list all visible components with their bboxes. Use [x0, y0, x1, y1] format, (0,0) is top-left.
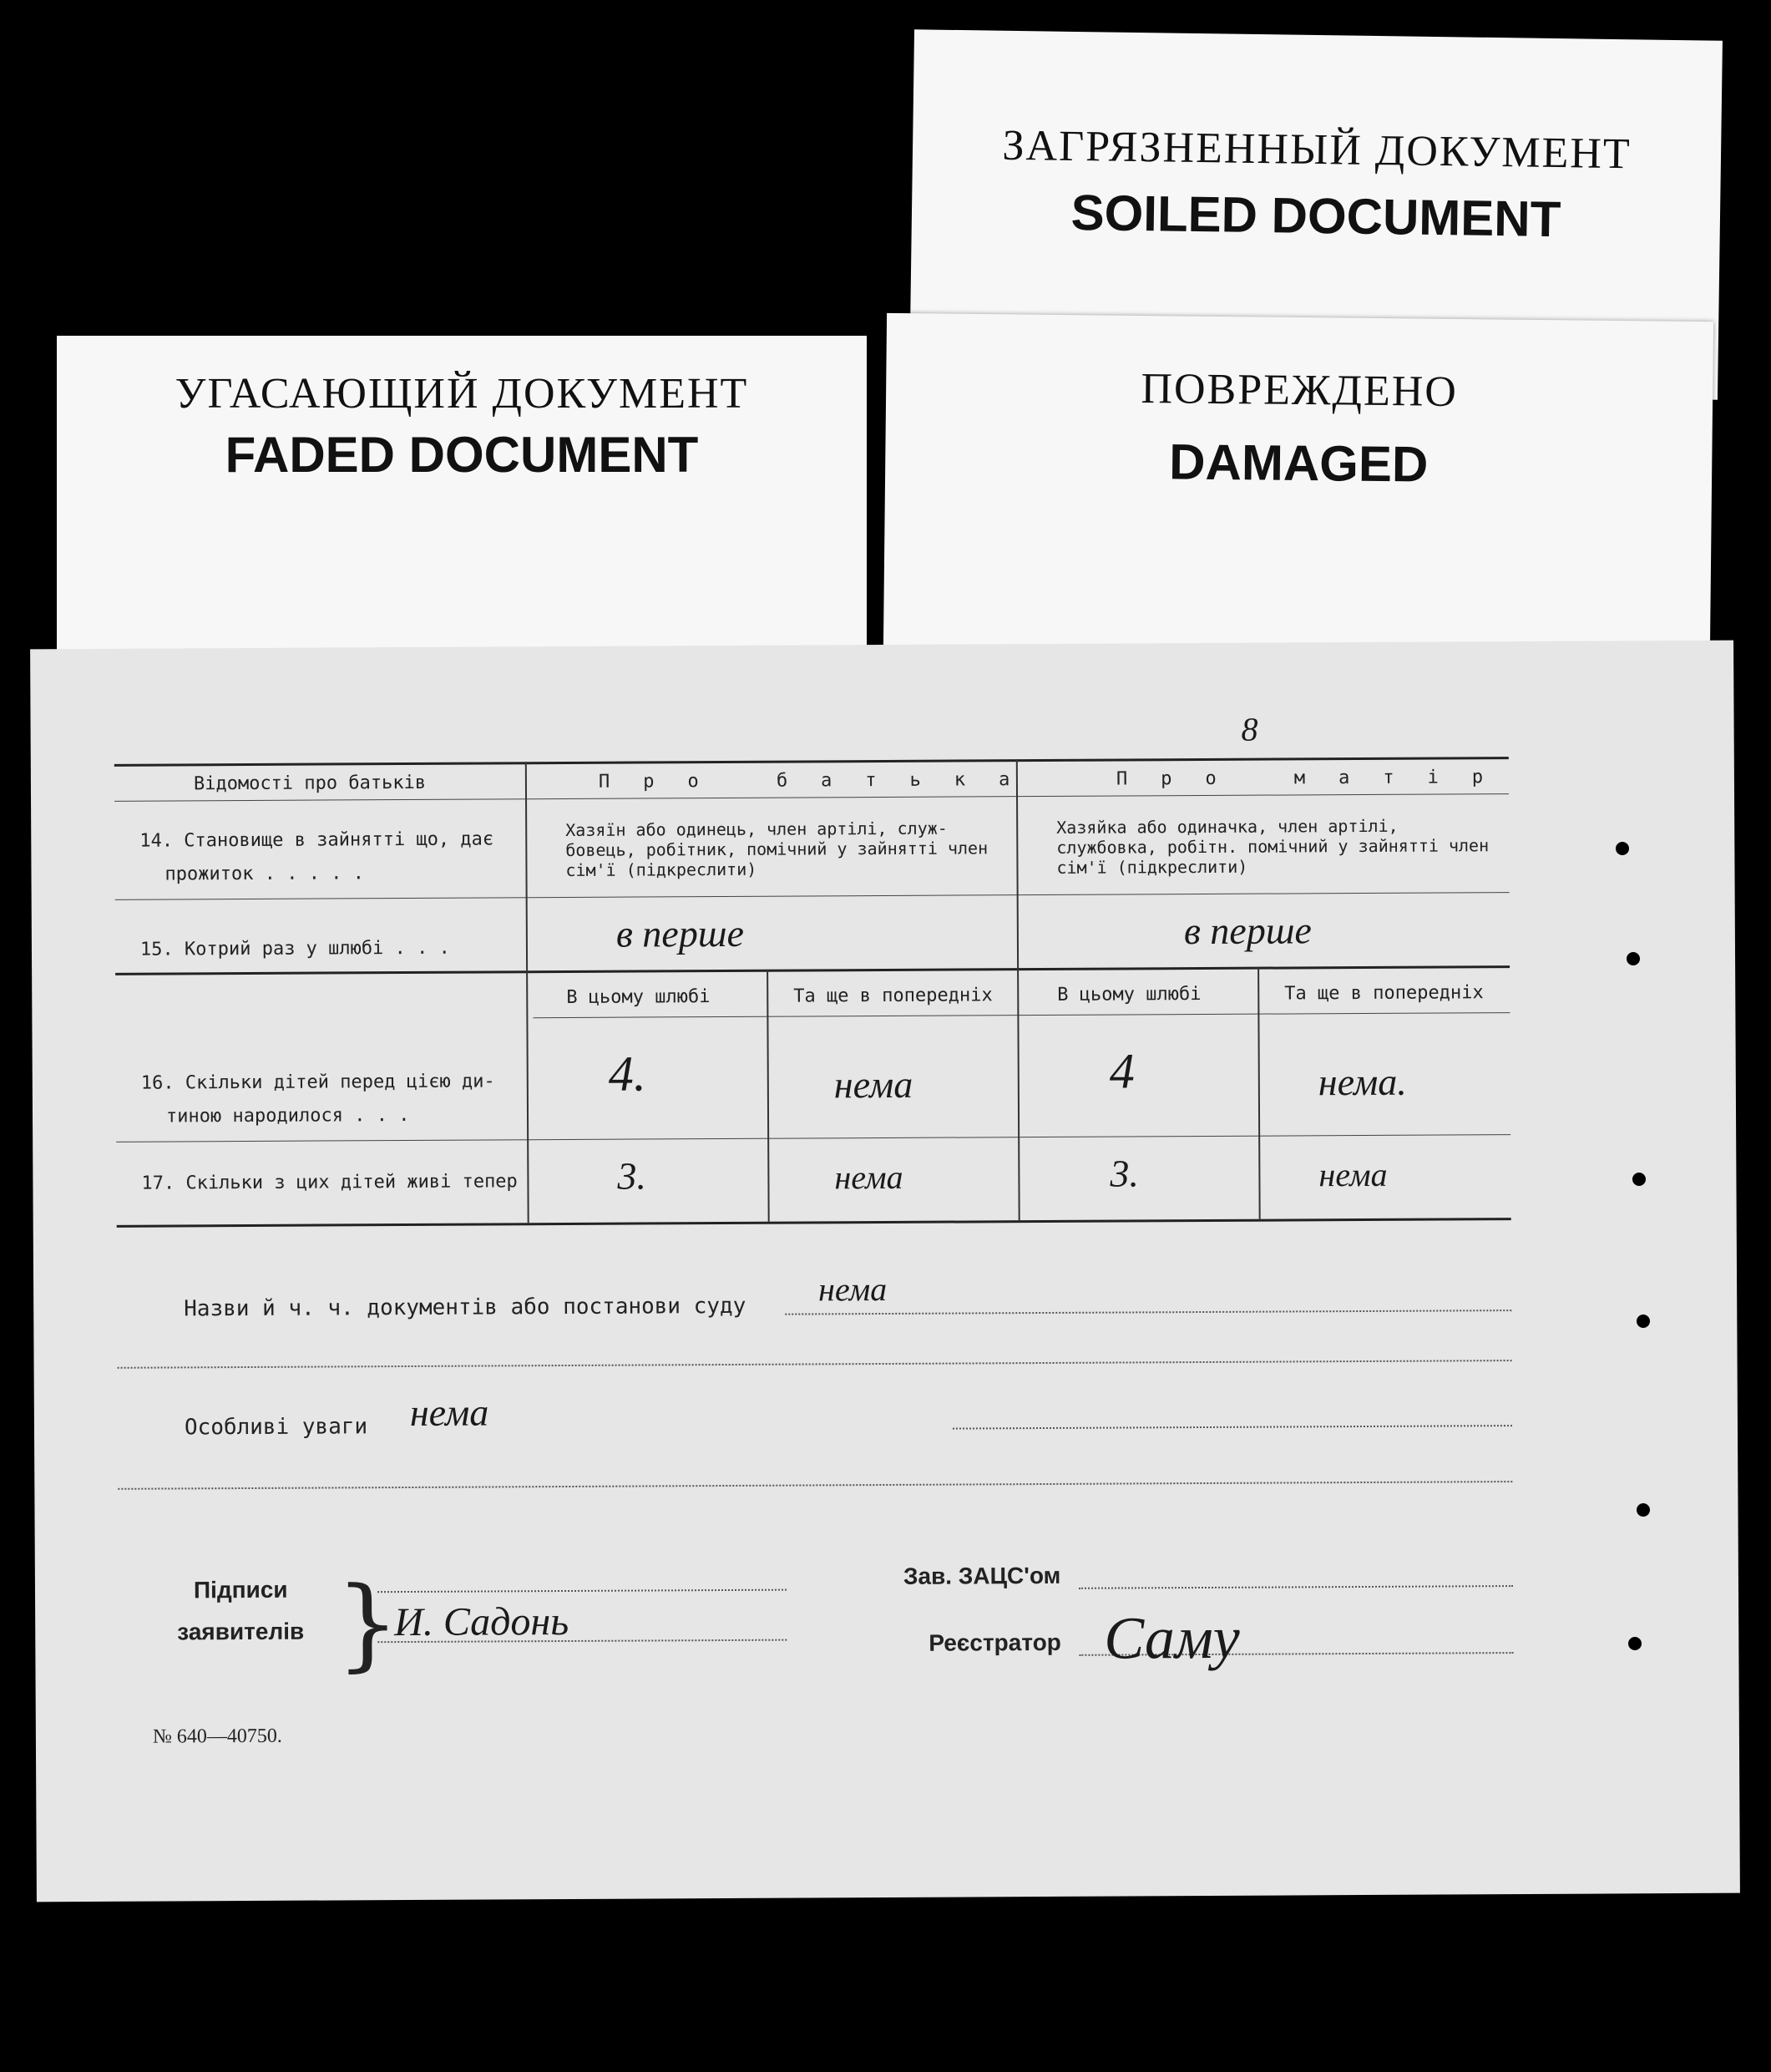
- sig-dots-1: [377, 1589, 787, 1593]
- faded-title-ru: УГАСАЮЩИЙ ДОКУМЕНТ: [175, 370, 749, 418]
- row17-mother-previous: нема: [1318, 1155, 1388, 1194]
- registrar-signature: Саму: [1104, 1603, 1240, 1672]
- row17-label: 17. Скільки з цих дітей живі тепер: [141, 1171, 518, 1194]
- row14-mother-options: Хазяйка або одиначка, член артілі, службовка, робітн. помічний у зайнятті член сім'ї (підкреслити): [1056, 815, 1490, 878]
- header-mother: Про матір: [1116, 767, 1517, 790]
- row17-mother-this: 3.: [1110, 1152, 1140, 1195]
- row16-father-this: 4.: [608, 1046, 646, 1102]
- row17-father-this: 3.: [617, 1154, 647, 1198]
- documents-dots: [785, 1310, 1511, 1315]
- documents-dots-2: [118, 1360, 1512, 1369]
- header-rule: [114, 793, 1509, 802]
- row15-father-value: в перше: [615, 911, 745, 955]
- signatures-label-1: Підписи: [193, 1576, 288, 1603]
- punch-hole: [1628, 1637, 1642, 1650]
- remarks-dots: [953, 1425, 1512, 1430]
- head-label: Зав. ЗАЦС'ом: [903, 1562, 1061, 1589]
- faded-document-card: [57, 336, 867, 653]
- form-number: № 640—40750.: [152, 1725, 282, 1748]
- table-top-rule: [114, 757, 1509, 767]
- row15-rule: [115, 965, 1510, 975]
- subhead-rule: [533, 1012, 1510, 1018]
- punch-hole: [1632, 1173, 1646, 1186]
- row14-label-1: 14. Становище в зайнятті що, дає: [139, 828, 494, 852]
- subhead-mother-this: В цьому шлюбі: [1057, 984, 1202, 1006]
- col-divider-2: [1016, 759, 1020, 1220]
- row16-rule: [116, 1134, 1510, 1142]
- signatures-label-2: заявителів: [177, 1618, 305, 1645]
- subhead-father-previous: Та ще в попередніх: [793, 985, 993, 1007]
- head-dots: [1079, 1585, 1513, 1589]
- table-bottom-rule: [117, 1218, 1511, 1228]
- col-divider-1: [525, 762, 529, 1223]
- faded-title-en: FADED DOCUMENT: [225, 427, 699, 483]
- damaged-title-ru: ПОВРЕЖДЕНО: [1141, 365, 1459, 416]
- col-divider-3: [767, 970, 770, 1222]
- documents-value: нема: [817, 1269, 888, 1309]
- remarks-dots-2: [118, 1481, 1512, 1490]
- punch-hole: [1627, 952, 1640, 965]
- documents-label: Назви й ч. ч. документів або постанови суду: [184, 1293, 746, 1322]
- row16-label-1: 16. Скільки дітей перед цією ди-: [140, 1071, 495, 1094]
- applicant-signature: И. Садонь: [394, 1598, 569, 1645]
- row14-father-options: Хазяїн або одинець, член артілі, служ- бовець, робітник, помічний у зайнятті член сім'ї (підкреслити): [565, 818, 989, 880]
- registrar-label: Реєстратор: [929, 1629, 1061, 1656]
- row15-mother-value: в перше: [1183, 909, 1313, 953]
- header-father: Про батька: [598, 769, 1044, 793]
- signatures-brace: }: [335, 1566, 400, 1683]
- damaged-title-en: DAMAGED: [1168, 433, 1429, 493]
- row14-rule: [115, 892, 1510, 900]
- row16-mother-previous: нема.: [1318, 1060, 1407, 1104]
- punch-hole: [1616, 842, 1629, 855]
- row17-father-previous: нема: [834, 1158, 903, 1197]
- row15-label: 15. Котрий раз у шлюбі . . .: [139, 937, 450, 960]
- subhead-father-this: В цьому шлюбі: [566, 986, 711, 1008]
- soiled-title-ru: ЗАГРЯЗНЕННЫЙ ДОКУМЕНТ: [1002, 121, 1632, 179]
- page-mark: 8: [1241, 710, 1258, 748]
- col-divider-4: [1257, 967, 1261, 1219]
- damaged-card: [883, 313, 1713, 656]
- header-info: Відомості про батьків: [193, 772, 427, 795]
- row16-mother-this: 4: [1109, 1043, 1135, 1099]
- subhead-mother-previous: Та ще в попередніх: [1284, 982, 1484, 1005]
- punch-hole: [1637, 1315, 1650, 1328]
- row14-label-2: прожиток . . . . .: [164, 863, 364, 885]
- remarks-label: Особливі уваги: [184, 1414, 368, 1441]
- soiled-title-en: SOILED DOCUMENT: [1070, 184, 1561, 248]
- remarks-value: нема: [409, 1391, 489, 1434]
- record-form-sheet: [30, 641, 1740, 1902]
- row16-father-previous: нема: [833, 1062, 913, 1107]
- row16-label-2: тиною народилося . . .: [165, 1104, 410, 1127]
- punch-hole: [1637, 1503, 1650, 1517]
